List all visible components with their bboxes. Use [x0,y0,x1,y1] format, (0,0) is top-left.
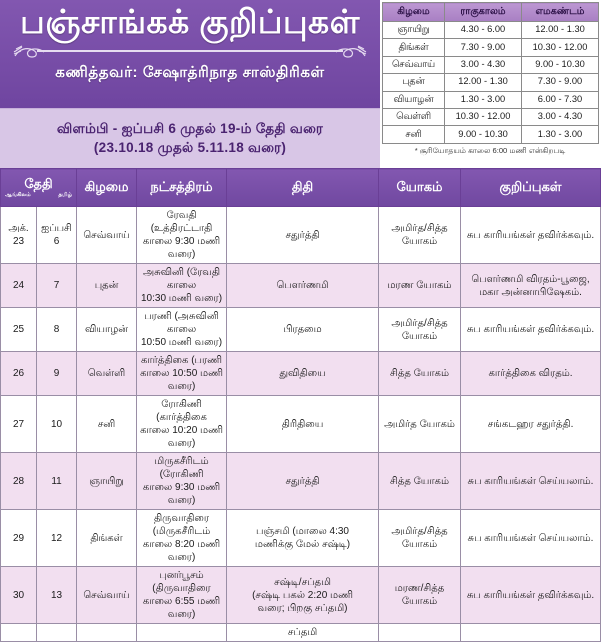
cell-star [137,624,227,642]
cell-yogam-primary: அமிர்த/சித்த [391,223,448,234]
panchangam-table-row [1,352,601,396]
cell-yogam [379,567,461,624]
rahu-cell-day: சனி [383,126,445,143]
floral-flourish-icon [333,43,367,59]
header-yogam: யோகம் [379,169,461,207]
cell-yogam-secondary: யோகம் [401,236,438,247]
rahu-cell-rahukalam: 3.00 - 4.30 [445,56,522,73]
rahu-col-yamagandam: எமகண்டம் [522,3,599,22]
cell-english-date [1,624,37,642]
panchangam-table-row [1,207,601,264]
cell-thithi-secondary: மணிக்கு மேல் சஷ்டி) [254,539,351,550]
cell-yogam-secondary: யோகம் [401,330,438,342]
rahu-cell-rahukalam: 1.30 - 3.00 [445,91,522,108]
rahukalam-table [382,2,599,144]
rahu-table-row [383,108,599,125]
panchangam-header-row [1,169,601,207]
cell-english-date-primary: 24 [12,280,25,291]
sunrise-note: * சூரியோதயம் காலை 6:00 மணி என்கிறபடி [414,145,566,155]
rahu-table-row [383,39,599,56]
cell-thithi-primary: சதுர்த்தி [285,475,320,487]
cell-yogam-primary: அமிர்த/சித்த [391,526,448,537]
cell-star-secondary: காலை 10:50 மணி வரை) [140,368,223,392]
cell-tamil-date-primary: 10 [50,418,63,430]
cell-star [137,567,227,624]
cell-star [137,264,227,308]
cell-yogam-primary: அமிர்த/சித்த [391,317,448,329]
cell-star [137,308,227,352]
cell-yogam [379,396,461,453]
cell-day-primary: ஞாயிறு [89,475,124,487]
top-section [0,0,600,168]
rahu-cell-day: வியாழன் [383,91,445,108]
period-band [0,108,380,168]
cell-star-primary: புனர்பூசம் (திருவாதிரை [152,570,211,594]
author-line: கணித்தவர்: சேஷாத்ரிநாத சாஸ்திரிகள் [55,63,325,81]
cell-thithi-primary: துவிதியை [279,368,326,379]
cell-notes [461,352,601,396]
cell-star-primary: கார்த்திகை (பரணி [141,355,223,366]
cell-day-primary: சனி [97,418,116,430]
cell-star [137,510,227,567]
rahu-cell-rahukalam: 4.30 - 6.00 [445,22,522,39]
cell-day [77,264,137,308]
cell-tamil-date [37,624,77,642]
header-day: கிழமை [77,169,137,207]
rahu-cell-rahukalam: 9.00 - 10.30 [445,126,522,143]
cell-english-date [1,308,37,352]
panchangam-table-row [1,510,601,567]
cell-tamil-date [37,352,77,396]
cell-day [77,624,137,642]
rahu-cell-yamagandam: 9.00 - 10.30 [522,56,599,73]
cell-thithi-primary: பிரதமை [283,324,322,335]
cell-day-primary: வெள்ளி [87,368,126,379]
cell-yogam [379,453,461,510]
cell-star-secondary: காலை 6:55 மணி வரை) [142,596,221,620]
period-line-gregorian: (23.10.18 முதல் 5.11.18 வரை) [93,139,287,155]
rahu-cell-yamagandam: 10.30 - 12.00 [522,39,599,56]
cell-english-date-primary: 25 [12,324,25,335]
cell-tamil-date-primary: 7 [53,280,60,291]
rahu-cell-rahukalam: 7.30 - 9.00 [445,39,522,56]
header-notes: குறிப்புகள் [461,169,601,207]
panchangam-table-row [1,308,601,352]
cell-star [137,352,227,396]
panchangam-table-row [1,567,601,624]
rahu-cell-day: ஞாயிறு [383,22,445,39]
cell-star-secondary: 10:30 மணி வரை) [141,293,223,304]
cell-star-secondary: காலை 10:20 மணி வரை) [140,425,223,449]
cell-english-date [1,453,37,510]
cell-thithi [227,567,379,624]
rahu-cell-rahukalam: 10.30 - 12.00 [445,108,522,125]
cell-yogam [379,264,461,308]
cell-notes [461,510,601,567]
rahukalam-section [380,0,600,168]
page-title: பஞ்சாங்கக் குறிப்புகள் [20,3,360,40]
cell-tamil-date-primary: 9 [53,368,60,379]
cell-thithi-primary: சப்தமி [287,627,318,638]
panchangam-table-row [1,264,601,308]
cell-yogam [379,352,461,396]
cell-english-date-primary: 27 [12,418,25,430]
cell-tamil-date-primary: 12 [50,532,63,544]
panchangam-table [0,168,601,642]
cell-day [77,567,137,624]
cell-day [77,352,137,396]
cell-tamil-date [37,264,77,308]
cell-thithi-primary: சஷ்டி/சப்தமி [274,576,331,588]
panchangam-table-row [1,624,601,642]
rahu-table-row [383,91,599,108]
rahu-cell-day: புதன் [383,74,445,91]
cell-english-date [1,207,37,264]
cell-star [137,396,227,453]
cell-notes-primary: சுப காரியங்கள் தவிர்க்கவும். [466,229,595,241]
cell-day [77,396,137,453]
cell-english-date-primary: 26 [12,368,25,379]
cell-notes-primary: பௌர்ணமி விரதம்-பூஜை, [471,273,590,285]
cell-tamil-date [37,308,77,352]
cell-tamil-date [37,510,77,567]
cell-tamil-date [37,207,77,264]
cell-notes-primary: கார்த்திகை விரதம். [488,368,573,379]
ornament-divider [11,43,369,59]
cell-english-date [1,510,37,567]
rahu-cell-yamagandam: 1.30 - 3.00 [522,126,599,143]
cell-star-secondary: காலை 8:20 மணி வரை) [142,539,221,563]
cell-english-date [1,264,37,308]
cell-thithi-primary: பஞ்சமி (மாலை 4:30 [256,526,349,537]
cell-thithi [227,308,379,352]
cell-yogam [379,207,461,264]
rahu-cell-yamagandam: 12.00 - 1.30 [522,22,599,39]
cell-notes [461,264,601,308]
cell-notes [461,308,601,352]
cell-yogam-primary: அமிர்த யோகம் [384,418,455,430]
cell-notes-primary: சுப காரியங்கள் செய்யலாம். [467,475,594,487]
cell-notes-primary: சுப காரியங்கள் செய்யலாம். [467,532,594,544]
cell-notes [461,453,601,510]
rahu-cell-yamagandam: 7.30 - 9.00 [522,74,599,91]
cell-notes [461,396,601,453]
cell-day [77,207,137,264]
cell-notes-primary: சுப காரியங்கள் தவிர்க்கவும். [466,589,595,601]
rahu-table-row [383,74,599,91]
header-thithi: திதி [227,169,379,207]
floral-flourish-icon [13,43,47,59]
cell-thithi-primary: திரிதியை [281,418,324,430]
cell-star-primary: பரணி (அசுவினி காலை [144,311,219,335]
rahu-header-row [383,3,599,22]
cell-yogam-primary: சித்த யோகம் [390,475,449,487]
cell-day [77,510,137,567]
cell-thithi [227,453,379,510]
cell-tamil-date-primary: ஐப்பசி 6 [41,223,72,247]
rahu-table-row [383,126,599,143]
cell-tamil-date-primary: 11 [51,475,62,487]
cell-thithi-secondary: (சஷ்டி பகல் 2:20 மணி வரை; பிறகு சப்தமி) [252,589,353,614]
cell-notes-primary: சுப காரியங்கள் தவிர்க்கவும். [466,324,595,335]
cell-star-primary: ரேவதி (உத்திரட்டாதி [150,210,213,234]
cell-day-primary: செவ்வாய் [83,229,130,241]
cell-notes-primary: சங்கடஹர சதுர்த்தி. [487,418,574,430]
divider-line [37,50,343,52]
cell-thithi [227,352,379,396]
rahu-col-rahukalam: ராகுகாலம் [445,3,522,22]
cell-star-primary: ரோகிணி (கார்த்திகை [156,399,207,423]
cell-day-primary: வியாழன் [85,324,128,335]
panchangam-table-row [1,396,601,453]
cell-star-secondary: 10:50 மணி வரை) [141,337,223,348]
cell-star-primary: திருவாதிரை (மிருகசீரிடம் [152,513,211,537]
cell-yogam-secondary: யோகம் [401,596,438,607]
cell-notes [461,567,601,624]
cell-tamil-date [37,567,77,624]
cell-english-date-primary: 29 [12,532,25,544]
cell-yogam-primary: சித்த யோகம் [390,368,449,379]
cell-thithi-primary: பௌர்ணமி [276,280,329,291]
cell-thithi [227,207,379,264]
cell-yogam-secondary: யோகம் [401,539,438,550]
rahu-col-day: கிழமை [383,3,445,22]
cell-english-date-primary: அக். 23 [8,223,29,247]
rahu-cell-yamagandam: 6.00 - 7.30 [522,91,599,108]
cell-day [77,308,137,352]
rahu-cell-day: திங்கள் [383,39,445,56]
panchangam-table-section [0,168,600,638]
rahu-cell-day: செவ்வாய் [383,56,445,73]
period-line-tamil: விளம்பி - ஐப்பசி 6 முதல் 19-ம் தேதி வரை [56,121,324,137]
cell-star-secondary: காலை 9:30 மணி வரை) [142,482,221,506]
cell-notes-secondary: மகா அன்னாபிஷேகம். [479,286,582,298]
cell-day-primary: புதன் [94,280,119,291]
cell-thithi-primary: சதுர்த்தி [285,229,320,241]
cell-thithi [227,510,379,567]
rahu-cell-yamagandam: 3.00 - 4.30 [522,108,599,125]
rahu-cell-rahukalam: 12.00 - 1.30 [445,74,522,91]
cell-english-date-primary: 28 [12,475,25,487]
rahu-cell-day: வெள்ளி [383,108,445,125]
cell-star [137,207,227,264]
cell-english-date [1,352,37,396]
cell-notes [461,207,601,264]
masthead [0,0,380,168]
cell-thithi [227,396,379,453]
header-date-english: ஆங்கிலம் [5,191,31,198]
cell-english-date [1,396,37,453]
panchangam-table-row [1,453,601,510]
cell-yogam-primary: மரண/சித்த [394,583,445,594]
cell-english-date-primary: 30 [12,589,25,601]
cell-thithi [227,624,379,642]
cell-yogam-primary: மரண யோகம் [387,280,452,291]
cell-yogam [379,510,461,567]
cell-tamil-date [37,453,77,510]
cell-star-secondary: காலை 9:30 மணி வரை) [142,236,221,260]
cell-thithi [227,264,379,308]
rahu-table-row [383,22,599,39]
header-star: நட்சத்திரம் [137,169,227,207]
cell-star [137,453,227,510]
cell-day [77,453,137,510]
cell-day-primary: திங்கள் [90,532,123,544]
cell-tamil-date [37,396,77,453]
cell-day-primary: செவ்வாய் [83,589,130,601]
cell-tamil-date-primary: 8 [53,324,60,335]
masthead-purple-banner [0,0,380,108]
cell-star-primary: மிருகசீரிடம் (ரோகிணி [154,456,209,480]
cell-star-primary: அசுவினி (ரேவதி காலை [142,267,221,291]
cell-yogam [379,308,461,352]
rahu-table-row [383,56,599,73]
cell-english-date [1,567,37,624]
header-date: தேதி ஆங்கிலம் தமிழ் [1,169,77,207]
cell-yogam [379,624,461,642]
cell-notes [461,624,601,642]
cell-tamil-date-primary: 13 [50,589,63,601]
header-date-tamil: தமிழ் [58,191,73,198]
